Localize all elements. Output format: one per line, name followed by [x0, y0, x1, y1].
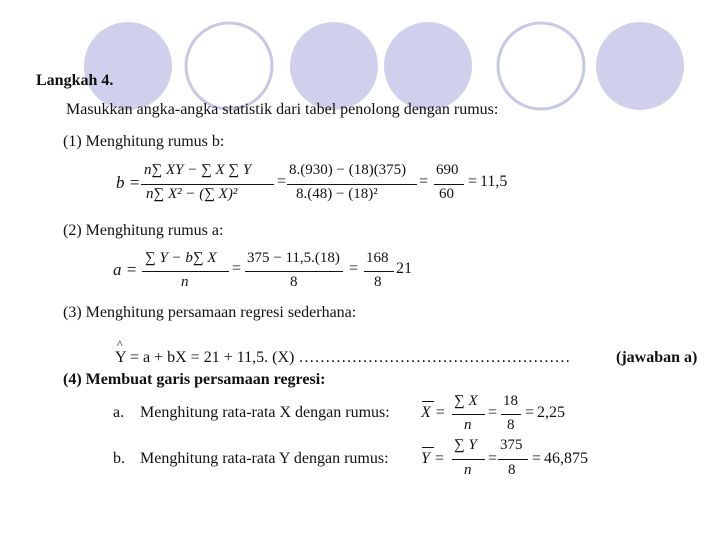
step-1-eq1: =	[277, 173, 287, 190]
step-4a-eq2: =	[525, 404, 535, 421]
fraction-bar	[141, 184, 274, 185]
step-1-label: (1) Menghitung rumus b:	[63, 133, 225, 150]
step-2-label: (2) Menghitung rumus a:	[63, 222, 224, 239]
step-4-label: (4) Membuat garis persamaan regresi:	[63, 371, 326, 388]
step-4a-eq1: =	[488, 404, 498, 421]
step-4b-text: Menghitung rata-rata Y dengan rumus:	[140, 450, 389, 467]
page-title: Langkah 4.	[36, 72, 114, 89]
fraction-bar	[287, 184, 417, 185]
step-1-den2: 8.(48) − (18)²	[296, 186, 378, 202]
circle-decoration	[596, 22, 684, 110]
fraction-bar	[434, 184, 464, 185]
step-4b-lhs: Y =	[421, 450, 445, 467]
step-4a-marker: a.	[113, 404, 125, 421]
step-4b-num2: 375	[500, 437, 523, 453]
step-1-den3: 60	[439, 186, 454, 202]
step-2-eq2: =	[349, 260, 359, 277]
step-3-answer: (jawaban a)	[616, 349, 698, 366]
circle-decoration	[290, 22, 378, 110]
step-1-result: 11,5	[480, 173, 508, 190]
step-3-equation: Y = a + bX = 21 + 11,5. (X) ……………………………………………	[115, 349, 571, 366]
circle-decoration	[498, 23, 584, 109]
step-4b-den2: 8	[508, 462, 516, 478]
fraction-bar	[245, 271, 343, 272]
step-4a-num1: ∑ X	[454, 393, 478, 409]
step-4a-lhs: X =	[421, 404, 446, 421]
fraction-bar	[142, 271, 229, 272]
step-1-den1: n∑ X² − (∑ X)²	[146, 186, 238, 202]
mean-bar	[422, 447, 434, 448]
step-4a-den1: n	[464, 417, 472, 433]
step-2-num1: ∑ Y − b∑ X	[145, 250, 217, 266]
step-2-num2: 375 − 11,5.(18)	[247, 250, 340, 266]
step-2-eq1: =	[232, 260, 242, 277]
step-1-eq3: =	[468, 173, 478, 190]
step-4a-den2: 8	[507, 417, 515, 433]
step-4b-result: 46,875	[544, 450, 588, 467]
step-1-num2: 8.(930) − (18)(375)	[289, 162, 407, 178]
intro-text: Masukkan angka-angka statistik dari tabel penolong dengan rumus:	[66, 101, 499, 118]
step-4a-num2: 18	[503, 393, 518, 409]
circle-decoration	[384, 22, 472, 110]
mean-bar	[422, 401, 434, 402]
circle-decoration	[84, 22, 172, 110]
step-2-lhs: a =	[113, 260, 138, 279]
step-1-lhs: b =	[116, 173, 141, 192]
step-2-num3: 168	[366, 250, 389, 266]
fraction-bar	[501, 414, 521, 415]
step-4b-num1: ∑ Y	[454, 437, 477, 453]
step-2-result: 21	[396, 260, 412, 277]
step-3-label: (3) Menghitung persamaan regresi sederhana:	[63, 304, 357, 321]
step-2-den1: n	[181, 274, 189, 290]
fraction-bar	[452, 414, 485, 415]
fraction-bar	[452, 459, 485, 460]
step-4a-result: 2,25	[537, 404, 565, 421]
step-1-num3: 690	[436, 162, 459, 178]
step-2-den2: 8	[290, 274, 298, 290]
step-4b-marker: b.	[113, 450, 125, 467]
fraction-bar	[498, 459, 528, 460]
step-2-den3: 8	[374, 274, 382, 290]
circle-decoration	[186, 23, 272, 109]
step-4b-eq2: =	[532, 450, 542, 467]
step-1-eq2: =	[419, 173, 429, 190]
fraction-bar	[364, 271, 394, 272]
step-4a-text: Menghitung rata-rata X dengan rumus:	[140, 404, 390, 421]
step-1-num1: n∑ XY − ∑ X ∑ Y	[144, 162, 252, 178]
step-4b-eq1: =	[488, 450, 498, 467]
step-4b-den1: n	[464, 462, 472, 478]
hat-symbol: ^	[117, 337, 123, 351]
